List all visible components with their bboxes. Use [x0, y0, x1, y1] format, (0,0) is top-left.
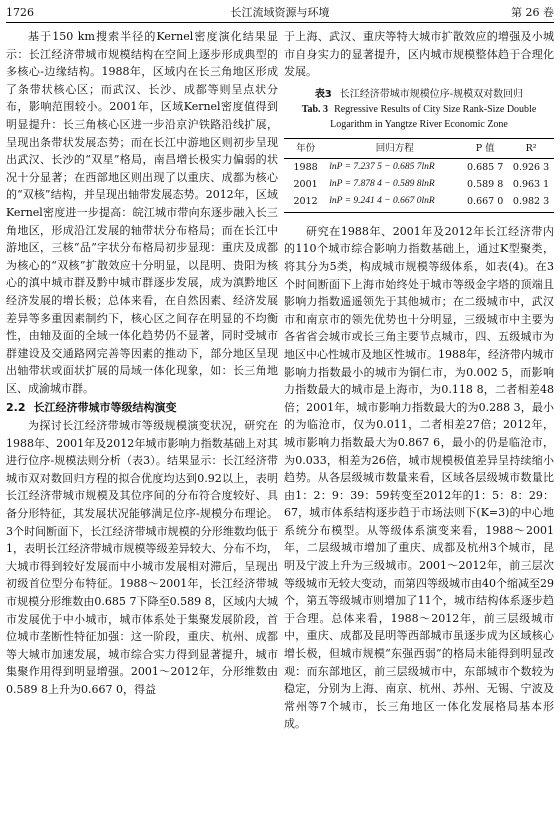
cell-year: 1988	[293, 161, 318, 173]
table-header-row	[284, 138, 554, 158]
body-paragraph-kernel: 基于150 km搜索半径的Kernel密度演化结果显示：长江经济带城市规模结构在空间上逐步形成典型的多核心-边缘结构。1988年，区域内在长三角地区形成了条带状核心区；而武汉、长沙、成都等则呈点状分布，影响范围较小。2001年，区域Kernel密度值得到明显提升：长三角核心区进一步沿京沪铁路沿线扩展，呈现出条带状发展态势；而在长江中游地区则初步呈现出武汉、长沙的“双星”格局，南昌增长极实力偏弱的状况十分显著；在西部地区则出现了以重庆、成都为核心的“双核”结构，并呈现出轴带发展态势。2012年，区域Kernel密度进一步提高：皖江城市带向东逐步融入长三角地区，形成沿江发展的轴带状分布格局；而在长江中游地区，三核“品”字状分布格局初步显现：重庆及成都为核心的“双核”扩散效应十分明显，以昆明、贵阳为核心的滇中城市群及黔中城市群逐步发展，成为滇黔地区经济发展的增长极；总体来看，在自然因素、经济发展差异等多重因素制约下，核心区之间存在明显的不均衡性，由轴及面的全域一体化趋势仍不显著，同时受城市群建设及交通路网完善等因素的推动下，部分地区呈现出轴带状或面状扩展的局域一体化现象，如：长三角地区、成渝城市群。	[6, 30, 278, 395]
header-equation: 回归方程	[327, 138, 462, 158]
table-label-en: Tab. 3	[301, 103, 329, 115]
section-heading	[6, 399, 278, 417]
table-row	[284, 193, 554, 213]
cell-equation: lnP = 9.241 4 − 0.667 0lnR	[327, 193, 462, 213]
body-paragraph-hierarchy: 研究在1988年、2001年及2012年长江经济带内的110个城市综合影响力指数基础上，通过K型聚类，将其分为5类，构成城市规模等级体系，如表(4)。在3个时间断面下上海市始终处于城市等级金字塔的顶端且影响力指数遥遥领先于其他城市；在二级城市中，武汉市和南京市的领先优势也十分明显，三级城市中主要为各省省会城市或长三角主要节点城市，四、五级城市为地区中心性城市及地区性城市。1988年，经济带内城市影响力指数最小的城市为铜仁市，为0.002 5，而影响力指数最大的城市是上海市，为0.118 8，二者相差48倍；2001年，城市影响力指数最大的为0.288 3，最小的为临沧市，仅为0.011，二者相差27倍；2012年，城市影响力指数最大为0.867 6，最小的仍是临沧市，为0.033，相差为26倍，城市规模极值差异呈持续缩小趋势。从各层级城市数量来看，区域各层级城市数量比由1：2：9：39：59转变至2012年的1：5：8：29：67，城市体系结构逐步趋于市场法则下(K=3)的中心地系统分布模型。从等级体系演变来看，1988～2001年，二层级城市增加了重庆、成都及杭州3个城市，昆明及宁波上升为三级城市。2001～2012年，前三层次等级城市无较大变动，而第四等级城市由40个缩减至29个，第五等级城市则增加了11个，城市结构体系逐步趋于合理。总体来看，1988～2012年，前三层级城市中，重庆、成都及昆明等西部城市虽逐步成为区域核心增长极，但城市规模“东强西弱”的格局未能得到明显改观：而东部地区，前三层级城市中，东部城市个数较为稳定，分别为上海、南京、杭州、苏州、无锡、宁波及常州等7个城市，长三角地区一体化发展格局基本形成。	[284, 224, 554, 731]
section-title: 长江经济带城市等级结构演变	[33, 401, 177, 415]
cell-r-squared: 0.963 1	[512, 178, 550, 190]
header-r-squared: R²	[508, 138, 554, 158]
table-label-cn: 表3	[314, 88, 332, 100]
cell-year: 2001	[293, 178, 318, 190]
section-number: 2.2	[6, 401, 26, 415]
table-row	[284, 176, 554, 193]
cell-year: 2012	[284, 193, 327, 213]
cell-p-value: 0.667 0	[462, 193, 508, 213]
table-row	[284, 158, 554, 176]
right-column	[284, 28, 554, 733]
cell-p-value: 0.685 7	[467, 161, 504, 173]
table-caption	[284, 87, 554, 132]
page-header	[6, 4, 554, 23]
volume-number: 第 26 卷	[511, 6, 554, 19]
header-year: 年份	[284, 138, 327, 158]
body-paragraph-continued: 于上海、武汉、重庆等特大城市扩散效应的增强及小城市自身实力的显著提升，区内城市规模整体趋于合理化发展。	[284, 30, 554, 79]
table-caption-cn: 长江经济带城市规模位序-规模双对数回归	[339, 88, 524, 100]
cell-r-squared: 0.926 3	[512, 161, 550, 173]
page-number: 1726	[6, 6, 34, 19]
body-paragraph-rank-size: 为探讨长江经济带城市等级规模演变状况，研究在1988年、2001年及2012年城市影响力指数基础上对其进行位序-规模法则分析（表3）。结果显示：长江经济带城市双对数回归方程的拟合优度均达到0.92以上，表明长江经济带城市规模及其位序间的分布符合度较好、具备分形特征，其发展状况能够满足位序-规模分布理论。3个时间断面下，长江经济带城市规模的分形维数均低于1，表明长江经济带城市规模等级差异较大、分布不均，大城市得到较好发展而中小城市发展相对滞后，呈现出初级首位型分布特征。1988～2001年，长江经济带城市规模分形维数由0.685 7下降至0.589 8，区域内大城市发展优于中小城市，城市体系处于集聚发展阶段，首位城市垄断性特征加强：这一阶段，重庆、杭州、成都等大城市加速发展，城市综合实力得到显著提升，城市集聚作用得到明显增强。2001～2012年，分形维数由0.589 8上升为0.667 0，得益	[6, 419, 278, 696]
cell-r-squared: 0.982 3	[508, 193, 554, 213]
header-p-value: P 值	[462, 138, 508, 158]
cell-p-value: 0.589 8	[467, 178, 504, 190]
cell-equation: lnP = 7.237 5 − 0.685 7lnR	[329, 161, 435, 172]
journal-name: 长江流域资源与环境	[230, 6, 330, 19]
left-column	[6, 28, 278, 699]
cell-equation: lnP = 7.878 4 − 0.589 8lnR	[329, 178, 435, 189]
regression-table	[284, 138, 554, 213]
table-caption-en: Regressive Results of City Size Rank-Size Double Logarithm in Yangtze River Economic Zone	[330, 103, 537, 130]
